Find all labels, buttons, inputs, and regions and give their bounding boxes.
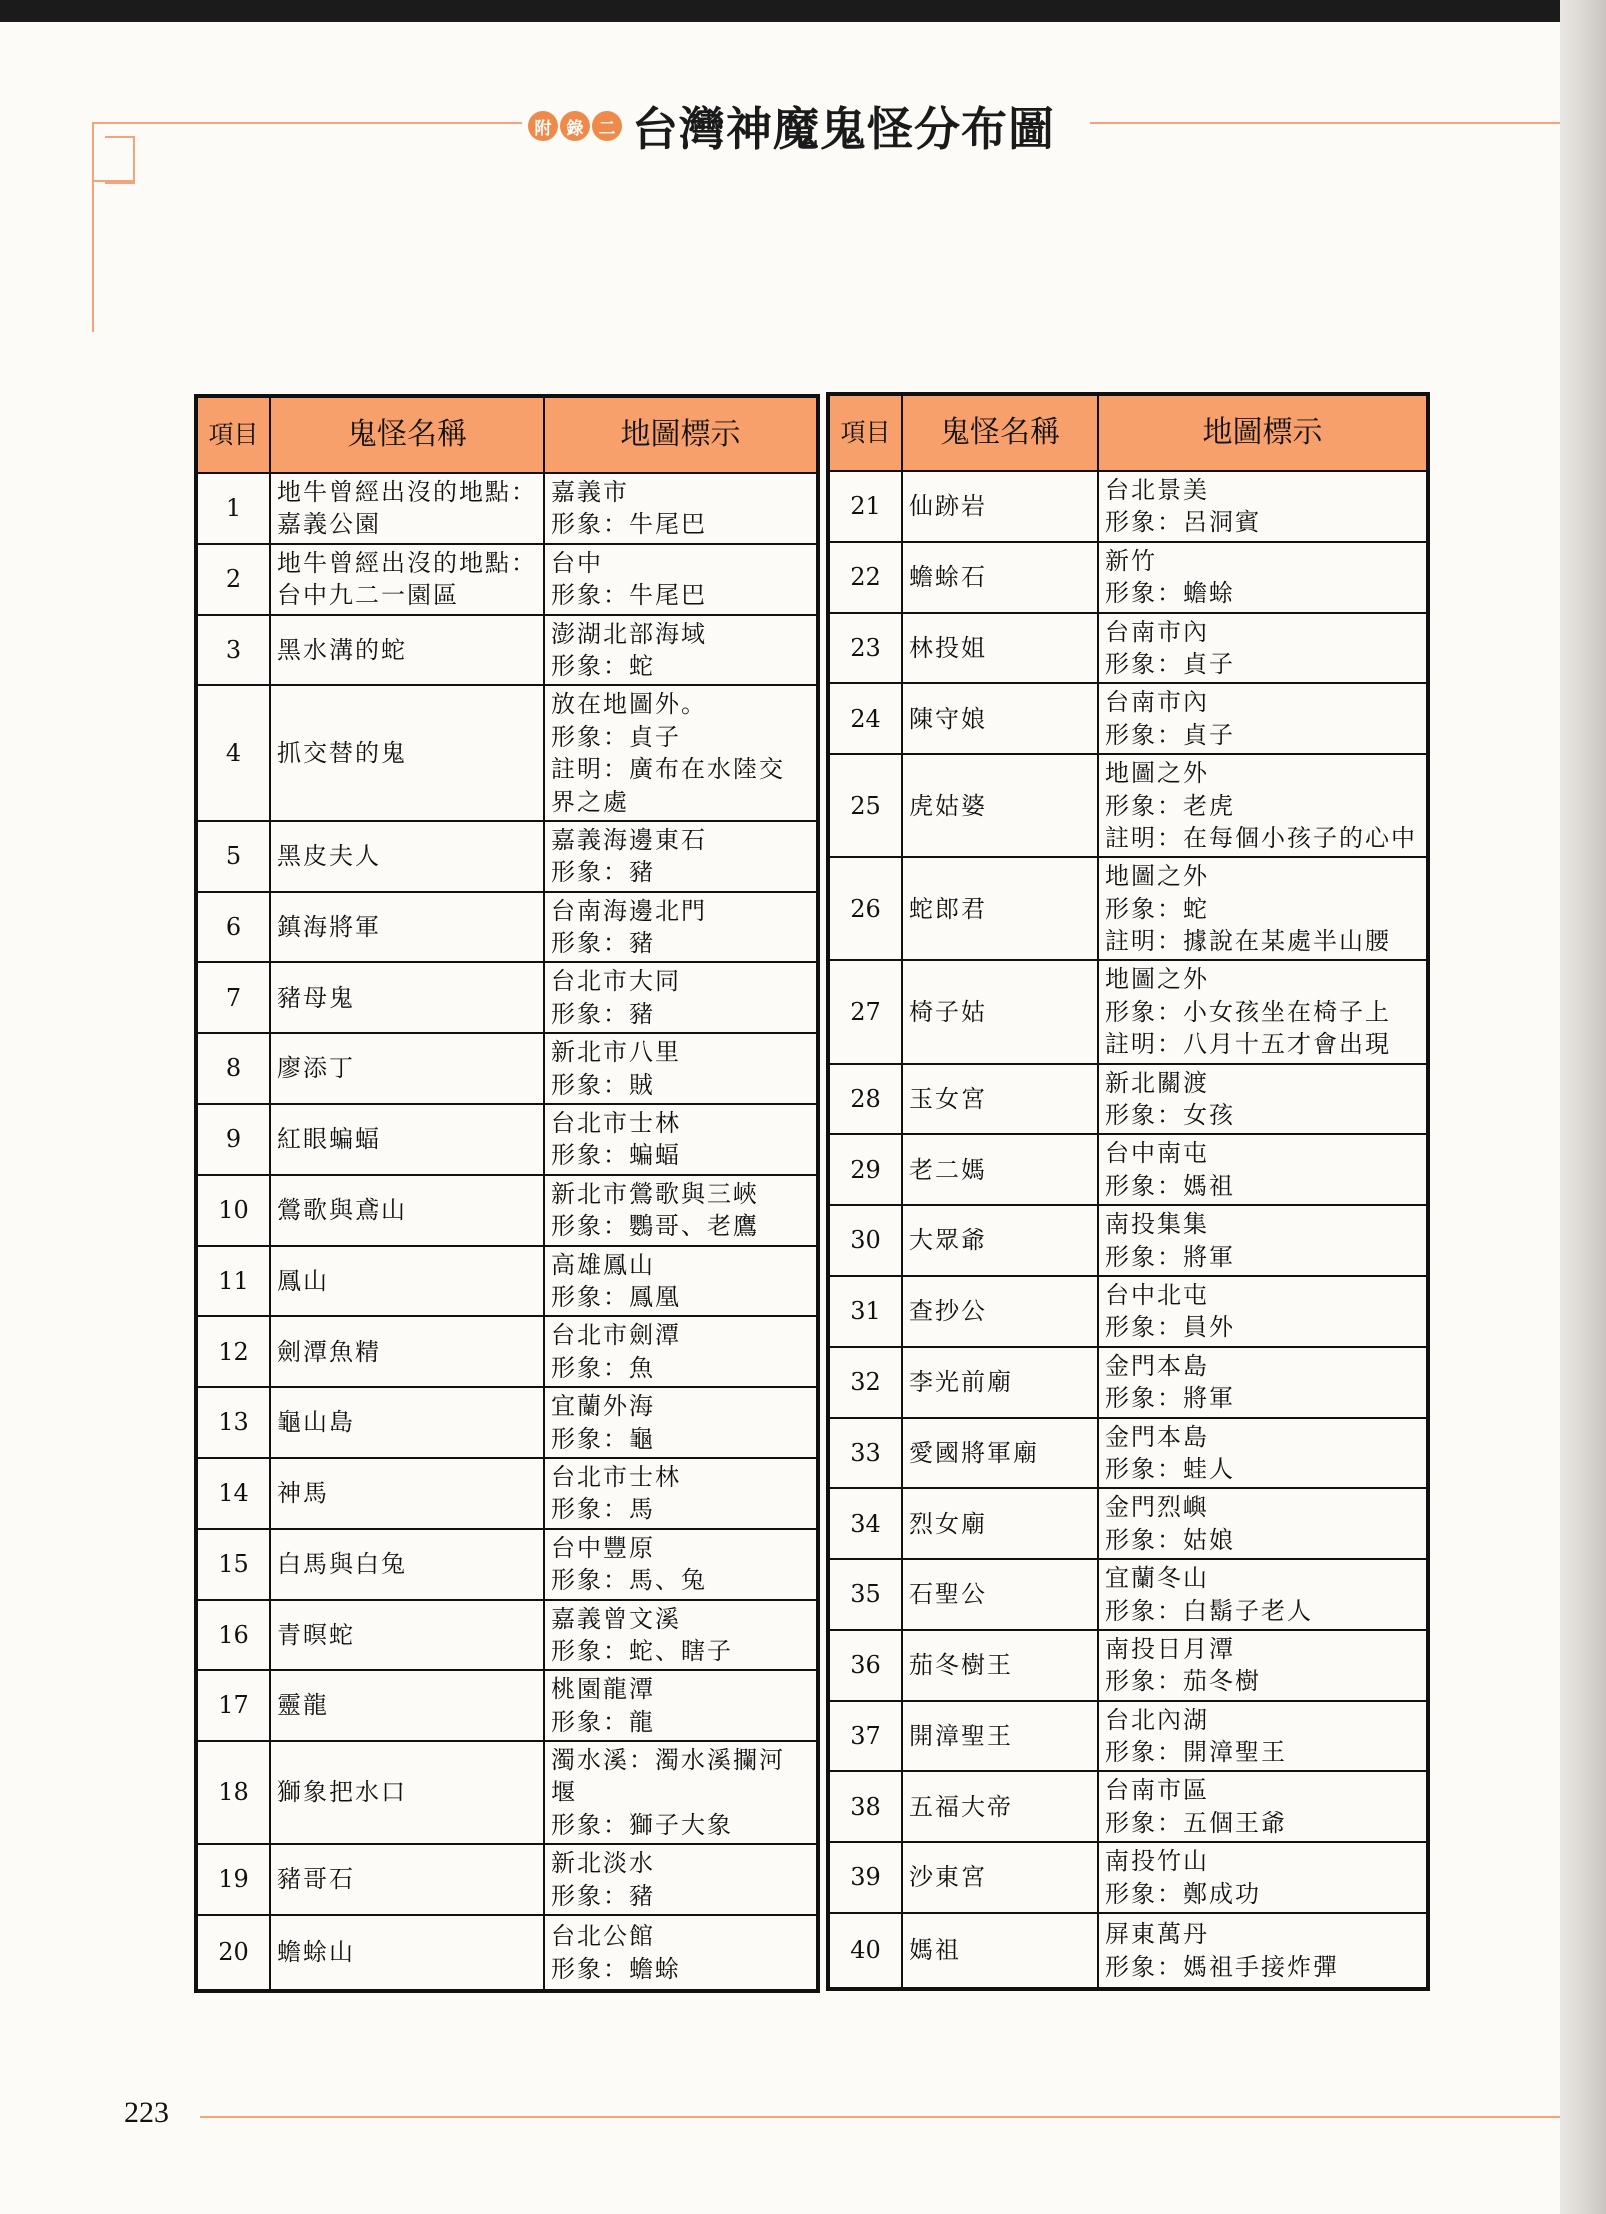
map-label	[1098, 754, 1428, 857]
column-header-num: 項目	[828, 394, 902, 471]
page-header	[528, 86, 1055, 166]
ghost-name: 虎姑婆	[902, 754, 1098, 857]
ghost-name: 仙跡岩	[902, 471, 1098, 542]
map-label-line: 註明：據說在某處半山腰	[1105, 927, 1391, 956]
map-label-line: 嘉義曾文溪	[551, 1604, 681, 1633]
map-label-line: 註明：廣布在水陸交界之處	[551, 755, 785, 816]
ghost-name: 陳守娘	[902, 683, 1098, 754]
map-label-line: 新北市鶯歌與三峽	[551, 1179, 759, 1208]
table-row	[196, 962, 818, 1033]
map-label	[544, 1246, 818, 1317]
column-header-num: 項目	[196, 396, 270, 473]
table-row	[196, 821, 818, 892]
table-row	[196, 1175, 818, 1246]
table-row	[828, 1913, 1428, 1989]
table-row	[196, 615, 818, 686]
table-row	[828, 1276, 1428, 1347]
row-number: 31	[828, 1276, 902, 1347]
row-number: 35	[828, 1559, 902, 1630]
map-label-line: 新北關渡	[1105, 1068, 1209, 1097]
column-header-map: 地圖標示	[544, 396, 818, 473]
ghost-name: 玉女宮	[902, 1064, 1098, 1135]
map-label	[544, 1175, 818, 1246]
ghost-name: 茄冬樹王	[902, 1630, 1098, 1701]
column-header-name: 鬼怪名稱	[270, 396, 544, 473]
table-row	[828, 471, 1428, 542]
ghost-name: 老二媽	[902, 1134, 1098, 1205]
ghost-name: 獅象把水口	[270, 1741, 544, 1844]
ghost-name: 五福大帝	[902, 1771, 1098, 1842]
map-label	[1098, 1559, 1428, 1630]
ghost-table-right	[826, 392, 1430, 1991]
row-number: 9	[196, 1104, 270, 1175]
map-label	[1098, 1701, 1428, 1772]
ghost-table-left	[194, 394, 820, 1993]
map-label-line: 形象：蛙人	[1105, 1454, 1235, 1483]
table-row	[196, 473, 818, 544]
table-row	[828, 1347, 1428, 1418]
map-label	[1098, 1418, 1428, 1489]
row-number: 3	[196, 615, 270, 686]
map-label-line: 形象：鄭成功	[1105, 1879, 1261, 1908]
map-label	[1098, 1276, 1428, 1347]
map-label	[544, 1670, 818, 1741]
map-label-line: 形象：蟾蜍	[551, 1954, 681, 1983]
row-number: 36	[828, 1630, 902, 1701]
map-label	[1098, 471, 1428, 542]
map-label-line: 形象：貞子	[1105, 720, 1235, 749]
row-number: 23	[828, 613, 902, 684]
row-number: 15	[196, 1529, 270, 1600]
table-row	[196, 1246, 818, 1317]
map-label-line: 台北市士林	[551, 1462, 681, 1491]
table-row	[828, 1134, 1428, 1205]
map-label-line: 形象：開漳聖王	[1105, 1738, 1287, 1767]
row-number: 18	[196, 1741, 270, 1844]
ghost-name: 沙東宮	[902, 1842, 1098, 1913]
map-label-line: 放在地圖外。	[551, 690, 707, 719]
row-number: 38	[828, 1771, 902, 1842]
map-label-line: 形象：龜	[551, 1424, 655, 1453]
map-label-line: 形象：白鬍子老人	[1105, 1596, 1313, 1625]
map-label-line: 南投日月潭	[1105, 1634, 1235, 1663]
table-header-row	[196, 396, 818, 473]
row-number: 19	[196, 1844, 270, 1915]
map-label-line: 形象：蟾蜍	[1105, 579, 1235, 608]
table-body	[828, 471, 1428, 1989]
table-row	[196, 1458, 818, 1529]
table-row	[196, 1316, 818, 1387]
ghost-name: 青暝蛇	[270, 1600, 544, 1671]
map-label-line: 形象：將軍	[1105, 1242, 1235, 1271]
map-label	[544, 821, 818, 892]
map-label-line: 台北市士林	[551, 1109, 681, 1138]
table-row	[828, 1630, 1428, 1701]
row-number: 21	[828, 471, 902, 542]
row-number: 39	[828, 1842, 902, 1913]
table-row	[828, 1559, 1428, 1630]
map-label-line: 地圖之外	[1105, 965, 1209, 994]
table-row	[828, 1488, 1428, 1559]
ghost-name: 愛國將軍廟	[902, 1418, 1098, 1489]
ghost-name: 地牛曾經出沒的地點：台中九二一園區	[270, 544, 544, 615]
ghost-name: 地牛曾經出沒的地點：嘉義公園	[270, 473, 544, 544]
map-label	[544, 1033, 818, 1104]
map-label	[1098, 1064, 1428, 1135]
table-row	[828, 960, 1428, 1063]
map-label-line: 註明：在每個小孩子的心中	[1105, 823, 1417, 852]
table-row	[196, 1033, 818, 1104]
map-label	[544, 1104, 818, 1175]
ghost-name: 林投姐	[902, 613, 1098, 684]
map-label-line: 新竹	[1105, 546, 1157, 575]
row-number: 1	[196, 473, 270, 544]
table-row	[828, 1701, 1428, 1772]
map-label-line: 台南市內	[1105, 688, 1209, 717]
table-row	[196, 685, 818, 821]
map-label-line: 形象：將軍	[1105, 1384, 1235, 1413]
map-label-line: 台北景美	[1105, 476, 1209, 504]
row-number: 4	[196, 685, 270, 821]
ghost-name: 蟾蜍山	[270, 1915, 544, 1991]
ghost-name: 龜山島	[270, 1387, 544, 1458]
map-label-line: 形象：賊	[551, 1070, 655, 1099]
map-label-line: 台南海邊北門	[551, 896, 707, 925]
ghost-name: 豬哥石	[270, 1844, 544, 1915]
map-label	[1098, 1630, 1428, 1701]
map-label-line: 形象：龍	[551, 1707, 655, 1736]
table-row	[196, 1600, 818, 1671]
map-label	[544, 615, 818, 686]
ghost-name: 烈女廟	[902, 1488, 1098, 1559]
map-label-line: 形象：小女孩坐在椅子上	[1105, 997, 1391, 1026]
map-label	[544, 1458, 818, 1529]
map-label-line: 地圖之外	[1105, 862, 1209, 891]
table-row	[196, 1741, 818, 1844]
row-number: 30	[828, 1205, 902, 1276]
map-label-line: 形象：蛇	[551, 651, 655, 680]
map-label-line: 形象：豬	[551, 999, 655, 1028]
map-label-line: 台北內湖	[1105, 1705, 1209, 1734]
row-number: 14	[196, 1458, 270, 1529]
map-label	[544, 473, 818, 544]
map-label-line: 形象：女孩	[1105, 1101, 1235, 1130]
row-number: 32	[828, 1347, 902, 1418]
map-label	[1098, 857, 1428, 960]
table-body	[196, 473, 818, 1991]
row-number: 8	[196, 1033, 270, 1104]
table-row	[196, 1387, 818, 1458]
map-label-line: 形象：媽祖手接炸彈	[1105, 1952, 1339, 1981]
row-number: 16	[196, 1600, 270, 1671]
map-label-line: 台北市大同	[551, 967, 681, 996]
map-label-line: 高雄鳳山	[551, 1250, 655, 1279]
row-number: 37	[828, 1701, 902, 1772]
map-label-line: 形象：五個王爺	[1105, 1808, 1287, 1837]
map-label-line: 形象：魚	[551, 1353, 655, 1382]
row-number: 6	[196, 892, 270, 963]
map-label-line: 金門烈嶼	[1105, 1493, 1209, 1522]
ghost-name: 靈龍	[270, 1670, 544, 1741]
map-label-line: 形象：牛尾巴	[551, 510, 707, 539]
appendix-badge: 錄	[560, 111, 590, 141]
map-label	[1098, 1347, 1428, 1418]
page-edge-shadow	[1560, 0, 1606, 2214]
table-row	[828, 683, 1428, 754]
row-number: 33	[828, 1418, 902, 1489]
row-number: 10	[196, 1175, 270, 1246]
map-label-line: 金門本島	[1105, 1422, 1209, 1451]
map-label-line: 形象：員外	[1105, 1313, 1235, 1342]
ghost-name: 椅子姑	[902, 960, 1098, 1063]
row-number: 22	[828, 542, 902, 613]
table-row	[828, 754, 1428, 857]
table-header-row	[828, 394, 1428, 471]
map-label-line: 形象：馬、兔	[551, 1566, 707, 1595]
ghost-name: 紅眼蝙蝠	[270, 1104, 544, 1175]
map-label	[544, 1600, 818, 1671]
column-header-map: 地圖標示	[1098, 394, 1428, 471]
ghost-name: 抓交替的鬼	[270, 685, 544, 821]
ghost-name: 鎮海將軍	[270, 892, 544, 963]
table-row	[828, 1418, 1428, 1489]
row-number: 11	[196, 1246, 270, 1317]
ghost-name: 鳳山	[270, 1246, 544, 1317]
map-label-line: 形象：媽祖	[1105, 1171, 1235, 1200]
footer-rule	[200, 2116, 1560, 2118]
map-label-line: 形象：老虎	[1105, 791, 1235, 820]
ghost-name: 鶯歌與鳶山	[270, 1175, 544, 1246]
appendix-badge: 附	[528, 111, 558, 141]
row-number: 5	[196, 821, 270, 892]
ghost-name: 李光前廟	[902, 1347, 1098, 1418]
ghost-name: 黑皮夫人	[270, 821, 544, 892]
row-number: 20	[196, 1915, 270, 1991]
ghost-name: 石聖公	[902, 1559, 1098, 1630]
row-number: 40	[828, 1913, 902, 1989]
map-label-line: 南投集集	[1105, 1210, 1209, 1239]
map-label	[1098, 1913, 1428, 1989]
map-label	[1098, 542, 1428, 613]
map-label-line: 形象：貞子	[551, 722, 681, 751]
ghost-name: 廖添丁	[270, 1033, 544, 1104]
map-label-line: 台中南屯	[1105, 1139, 1209, 1168]
map-label	[544, 1529, 818, 1600]
map-label-line: 台中豐原	[551, 1533, 655, 1562]
table-row	[828, 1205, 1428, 1276]
map-label	[1098, 1134, 1428, 1205]
row-number: 29	[828, 1134, 902, 1205]
map-label	[544, 1915, 818, 1991]
map-label-line: 屏東萬丹	[1105, 1920, 1209, 1949]
map-label-line: 形象：呂洞賓	[1105, 508, 1261, 537]
row-number: 28	[828, 1064, 902, 1135]
row-number: 27	[828, 960, 902, 1063]
row-number: 7	[196, 962, 270, 1033]
map-label	[1098, 1205, 1428, 1276]
row-number: 25	[828, 754, 902, 857]
map-label-line: 地圖之外	[1105, 759, 1209, 788]
table-row	[196, 1844, 818, 1915]
map-label-line: 台北公館	[551, 1922, 655, 1951]
scan-top-edge	[0, 0, 1606, 22]
map-label-line: 濁水溪：濁水溪攔河堰	[551, 1746, 785, 1807]
map-label-line: 形象：貞子	[1105, 649, 1235, 678]
map-label-line: 台北市劍潭	[551, 1321, 681, 1350]
map-label	[1098, 1488, 1428, 1559]
map-label-line: 宜蘭外海	[551, 1392, 655, 1421]
map-label-line: 台中北屯	[1105, 1280, 1209, 1309]
table-row	[828, 1771, 1428, 1842]
ghost-name: 豬母鬼	[270, 962, 544, 1033]
map-label-line: 形象：獅子大象	[551, 1810, 733, 1839]
frame-line	[92, 122, 94, 332]
map-label-line: 南投竹山	[1105, 1847, 1209, 1876]
ghost-name: 蟾蜍石	[902, 542, 1098, 613]
table-row	[196, 1915, 818, 1991]
table-row	[196, 892, 818, 963]
map-label-line: 宜蘭冬山	[1105, 1564, 1209, 1593]
map-label-line: 嘉義海邊東石	[551, 825, 707, 854]
map-label-line: 形象：蛇	[1105, 894, 1209, 923]
row-number: 24	[828, 683, 902, 754]
map-label-line: 形象：姑娘	[1105, 1525, 1235, 1554]
ghost-name: 媽祖	[902, 1913, 1098, 1989]
ghost-name: 劍潭魚精	[270, 1316, 544, 1387]
row-number: 2	[196, 544, 270, 615]
row-number: 17	[196, 1670, 270, 1741]
page-number: 223	[124, 2096, 169, 2129]
frame-line	[92, 122, 522, 124]
map-label	[544, 544, 818, 615]
map-label	[544, 1387, 818, 1458]
map-label-line: 台中	[551, 548, 603, 577]
table-row	[196, 544, 818, 615]
table-row	[828, 1842, 1428, 1913]
map-label	[544, 892, 818, 963]
map-label-line: 形象：鸚哥、老鷹	[551, 1212, 759, 1241]
row-number: 26	[828, 857, 902, 960]
row-number: 12	[196, 1316, 270, 1387]
frame-ornament	[92, 180, 133, 182]
map-label-line: 澎湖北部海域	[551, 619, 707, 648]
map-label-line: 形象：鳳凰	[551, 1282, 681, 1311]
ghost-name: 白馬與白兔	[270, 1529, 544, 1600]
appendix-badge: 二	[592, 111, 622, 141]
map-label-line: 台南市內	[1105, 617, 1209, 646]
map-label	[544, 1741, 818, 1844]
map-label	[544, 1316, 818, 1387]
map-label	[544, 962, 818, 1033]
ghost-name: 神馬	[270, 1458, 544, 1529]
ghost-name: 黑水溝的蛇	[270, 615, 544, 686]
map-label-line: 金門本島	[1105, 1351, 1209, 1380]
map-label	[1098, 613, 1428, 684]
frame-line	[1090, 122, 1560, 124]
table-row	[196, 1670, 818, 1741]
map-label-line: 新北淡水	[551, 1849, 655, 1878]
ghost-name: 大眾爺	[902, 1205, 1098, 1276]
ghost-name: 查抄公	[902, 1276, 1098, 1347]
map-label	[1098, 1842, 1428, 1913]
map-label-line: 形象：馬	[551, 1495, 655, 1524]
table-row	[828, 1064, 1428, 1135]
table-row	[828, 857, 1428, 960]
map-label-line: 註明：八月十五才會出現	[1105, 1030, 1391, 1059]
row-number: 13	[196, 1387, 270, 1458]
map-label-line: 桃園龍潭	[551, 1675, 655, 1704]
map-label	[544, 1844, 818, 1915]
table-row	[196, 1104, 818, 1175]
ghost-name: 蛇郎君	[902, 857, 1098, 960]
ghost-name: 開漳聖王	[902, 1701, 1098, 1772]
map-label-line: 形象：豬	[551, 858, 655, 887]
map-label-line: 台南市區	[1105, 1776, 1209, 1805]
map-label	[1098, 960, 1428, 1063]
table-row	[828, 542, 1428, 613]
map-label	[1098, 683, 1428, 754]
map-label-line: 形象：茄冬樹	[1105, 1667, 1261, 1696]
page-title: 台灣神魔鬼怪分布圖	[632, 102, 1055, 156]
map-label-line: 形象：蛇、瞎子	[551, 1636, 733, 1665]
map-label	[544, 685, 818, 821]
row-number: 34	[828, 1488, 902, 1559]
map-label-line: 形象：豬	[551, 1881, 655, 1910]
column-header-name: 鬼怪名稱	[902, 394, 1098, 471]
table-row	[196, 1529, 818, 1600]
map-label-line: 嘉義市	[551, 478, 629, 506]
frame-ornament	[105, 136, 135, 184]
map-label	[1098, 1771, 1428, 1842]
table-row	[828, 613, 1428, 684]
map-label-line: 新北市八里	[551, 1038, 681, 1067]
map-label-line: 形象：豬	[551, 929, 655, 958]
map-label-line: 形象：牛尾巴	[551, 581, 707, 610]
map-label-line: 形象：蝙蝠	[551, 1141, 681, 1170]
